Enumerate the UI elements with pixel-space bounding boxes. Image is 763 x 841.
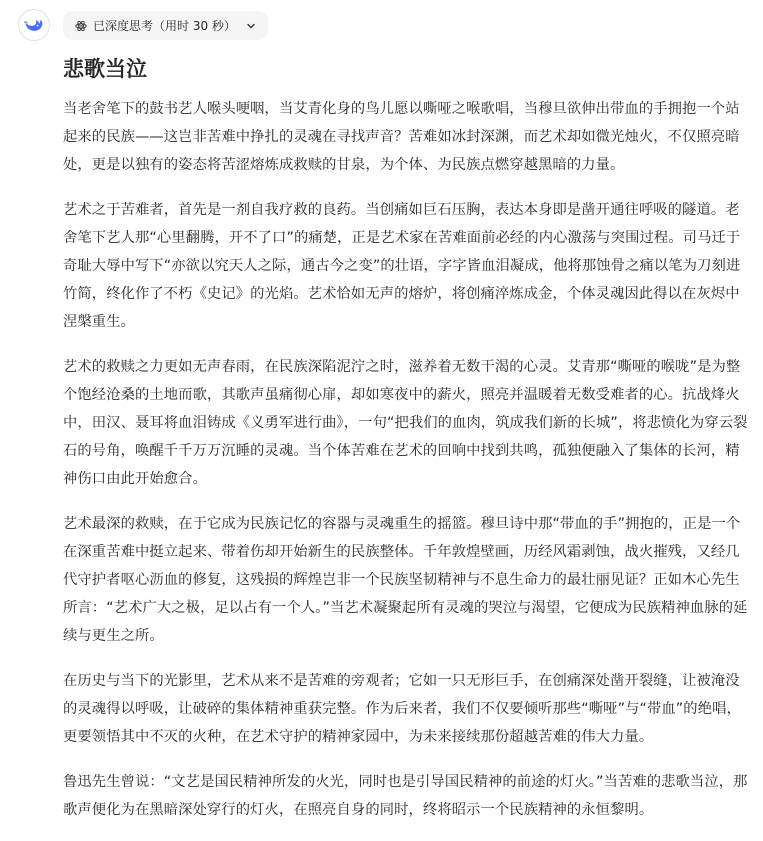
answer-paragraph: 艺术最深的救赎，在于它成为民族记忆的容器与灵魂重生的摇篮。穆旦诗中那“带血的手”拥抱的，正是一个在深重苦难中挺立起来、带着伤却开始新生的民族整体。千年敦煌壁画，历经风霜剥蚀，战火摧残，又经几代守护者呕心沥血的修复，这残损的辉煌岂非一个民族坚韧精神与不息生命力的最壮丽见证？正如木心先生所言：“艺术广大之极，足以占有一个人。”当艺术凝聚起所有灵魂的哭泣与渴望，它便成为民族精神血脉的延续与更生之所。 — [63, 516, 748, 644]
thinking-toggle-button[interactable] — [63, 11, 268, 40]
assistant-message — [63, 11, 753, 841]
answer-paragraph: 当老舍笔下的鼓书艺人喉头哽咽，当艾青化身的鸟儿愿以嘶哑之喉歌唱，当穆旦欲伸出带血的手拥抱一个站起来的民族——这岂非苦难中挣扎的灵魂在寻找声音？苦难如冰封深渊，而艺术却如微光烛火，不仅照亮暗处，更是以独有的姿态将苦涩熔炼成救赎的甘泉，为个体、为民族点燃穿越黑暗的力量。 — [63, 101, 740, 173]
thinking-label: 已深度思考（用时 30 秒） — [93, 19, 236, 33]
assistant-avatar — [18, 9, 50, 41]
deepseek-whale-icon — [24, 17, 44, 33]
answer-paragraph: 鲁迅先生曾说：“文艺是国民精神所发的火光，同时也是引导国民精神的前途的灯火。”当苦难的悲歌当泣，那歌声便化为在黑暗深处穿行的灯火，在照亮自身的同时，终将昭示一个民族精神的永恒黎明。 — [63, 774, 748, 818]
answer-paragraph: 艺术的救赎之力更如无声春雨，在民族深陷泥泞之时，滋养着无数干渴的心灵。艾青那“嘶哑的喉咙”是为整个饱经沧桑的土地而歌，其歌声虽痛彻心扉，却如寒夜中的薪火，照亮并温暖着无数受难者的心。抗战烽火中，田汉、聂耳将血泪铸成《义勇军进行曲》，一句“把我们的血肉，筑成我们新的长城”，将悲愤化为穿云裂石的号角，唤醒千千万万沉睡的灵魂。当个体苦难在艺术的回响中找到共鸣，孤独便融入了集体的长河，精神伤口由此开始愈合。 — [63, 359, 748, 487]
chevron-down-icon — [246, 21, 256, 31]
answer-paragraph: 艺术之于苦难者，首先是一剂自我疗救的良药。当创痛如巨石压胸，表达本身即是凿开通往呼吸的隧道。老舍笔下艺人那“心里翻腾，开不了口”的痛楚，正是艺术家在苦难面前必经的内心激荡与突围过程。司马迁于奇耻大辱中写下“亦欲以究天人之际，通古今之变”的壮语，字字皆血泪凝成，他将那蚀骨之痛以笔为刀刻进竹简，终化作了不朽《史记》的光焰。艺术恰如无声的熔炉，将创痛淬炼成金，个体灵魂因此得以在灰烬中涅槃重生。 — [63, 202, 741, 330]
answer-paragraph: 在历史与当下的光影里，艺术从来不是苦难的旁观者；它如一只无形巨手，在创痛深处凿开裂缝，让被淹没的灵魂得以呼吸，让破碎的集体精神重获完整。作为后来者，我们不仅要倾听那些“嘶哑”与“带血”的绝唱，更要领悟其中不灭的火种，在艺术守护的精神家园中，为未来接续那份超越苦难的伟大力量。 — [63, 673, 741, 745]
atom-icon — [75, 20, 87, 32]
answer-title: 悲歌当泣 — [63, 57, 147, 81]
answer-body — [63, 95, 753, 824]
